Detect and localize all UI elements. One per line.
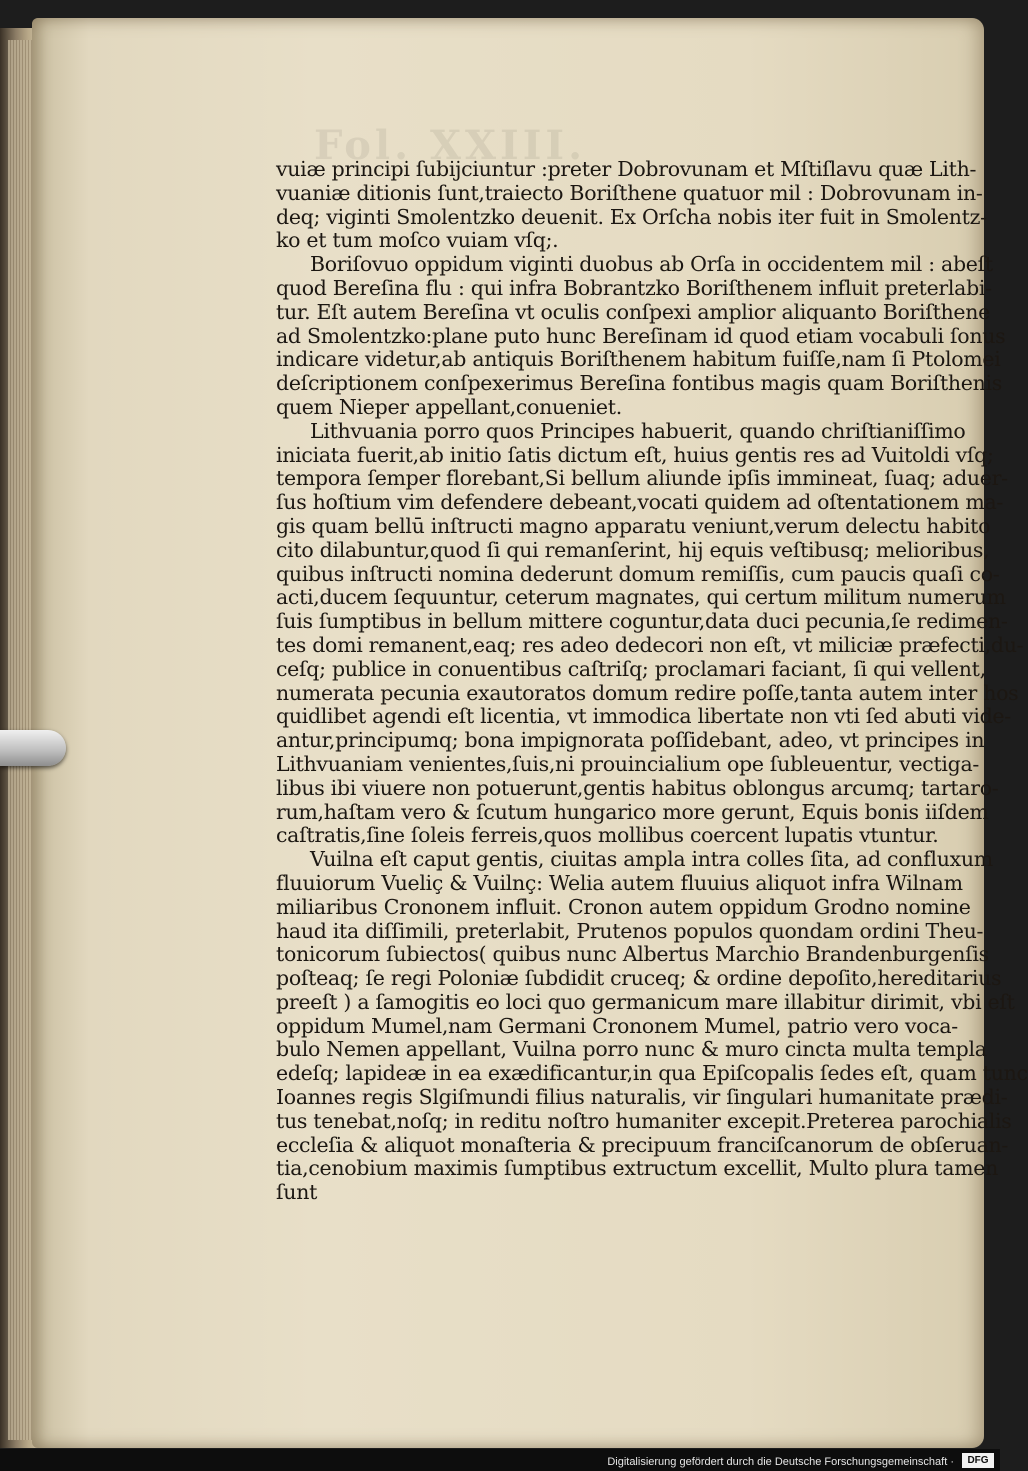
text-line: fluuiorum Vueliç & Vuilnç: Welia autem fluuius aliquot infra Wilnam bbox=[276, 870, 963, 895]
paragraph-start: Vuilna eſt caput gentis, ciuitas ampla intra colles ſita, ad confluxum bbox=[310, 847, 993, 872]
page-clip-icon bbox=[0, 730, 66, 766]
text-line: tonicorum ſubiectos( quibus nunc Albertus Marchio Brandenburgenſis bbox=[276, 942, 989, 967]
catchword bbox=[276, 1205, 941, 1229]
text-line: ceſq; publice in conuentibus caſtriſq; proclamari faciant, ſi qui vellent, bbox=[276, 656, 986, 681]
text-block bbox=[276, 157, 1028, 1229]
paragraph-start: Boriſovuo oppidum viginti duobus ab Orſa in occidentem mil : abeſt bbox=[310, 252, 993, 277]
text-line: acti,ducem ſequuntur, ceterum magnates, qui certum militum numerum bbox=[276, 585, 1006, 610]
text-line: caſtratis,ſine ſoleis ferreis,quos mollibus coercent lupatis vtuntur. bbox=[276, 823, 939, 848]
funding-credit: Digitalisierung gefördert durch die Deutsche Forschungsgemeinschaft · bbox=[607, 1456, 954, 1468]
text-line: vuiæ principi ſubijciuntur :preter Dobrovunam et Mſtiſlavu quæ Lith- bbox=[276, 157, 977, 181]
text-line: tus tenebat,noſq; in reditu noſtro humaniter excepit.Preterea parochialis bbox=[276, 1108, 1012, 1133]
text-line: vuaniæ ditionis ſunt,traiecto Boriſthene quatuor mil : Dobrovunam in- bbox=[276, 180, 983, 205]
text-line: preeſt ) a ſamogitis eo loci quo germanicum mare illabitur dirimit, vbi eſt bbox=[276, 989, 1015, 1014]
text-line: eccleſia & aliquot monaſteria & precipuum franciſcanorum de obſeruan- bbox=[276, 1132, 1009, 1157]
footer-bar bbox=[0, 1449, 1000, 1471]
text-line: oppidum Mumel,nam Germani Crononem Mumel, patrio vero voca- bbox=[276, 1013, 958, 1038]
text-line: Ioannes regis Slgiſmundi filius naturalis, vir ſingulari humanitate prædi- bbox=[276, 1085, 1008, 1110]
text-line: cito dilabuntur,quod ſi qui remanſerint, hij equis veſtibusq; melioribus, bbox=[276, 537, 990, 562]
text-line: tempora ſemper florebant,Si bellum aliunde ipſis immineat, ſuaq; aduer- bbox=[276, 466, 1008, 491]
text-line: tes domi remanent,eaq; res adeo dedecori non eſt, vt miliciæ præfecti,du- bbox=[276, 632, 1024, 657]
text-line: quod Bereſina flu : qui infra Bobrantzko Boriſthenem influit preterlabi- bbox=[276, 275, 992, 300]
paragraph-start: Lithvuania porro quos Principes habuerit, quando chriſtianiſſimo bbox=[310, 418, 966, 443]
text-line: iniciata fuerit,ab initio ſatis dictum eſt, huius gentis res ad Vuitoldi vſq; bbox=[276, 442, 994, 467]
text-line: quem Nieper appellant,conueniet. bbox=[276, 394, 622, 419]
text-line: tur. Eſt autem Bereſina vt oculis conſpexi amplior aliquanto Boriſthene bbox=[276, 299, 990, 324]
text-line: ko et tum moſco vuiam vſq;. bbox=[276, 228, 559, 253]
text-line: quibus inſtructi nomina dederunt domum remiſſis, cum paucis quaſi co- bbox=[276, 561, 1000, 586]
text-line: haud ita diſſimili, preterlabit, Prutenos populos quondam ordini Theu- bbox=[276, 918, 984, 943]
text-line: bulo Nemen appellant, Vuilna porro nunc & muro cincta multa templa bbox=[276, 1037, 987, 1062]
text-line: gis quam bellū inſtructi magno apparatu veniunt,verum delectu habito bbox=[276, 513, 991, 538]
text-line: ſus hoſtium vim defendere debeant,vocati quidem ad oſtentationem ma- bbox=[276, 490, 1004, 515]
text-line: deſcriptionem conſpexerimus Bereſina fontibus magis quam Boriſthenis bbox=[276, 371, 1003, 396]
text-line: edeſq; lapideæ in ea exædificantur,in qua Epiſcopalis ſedes eſt, quam tunc bbox=[276, 1061, 1028, 1086]
text-line: poſteaq; ſe regi Poloniæ ſubdidit cruceq; & ordine depoſito,hereditarius bbox=[276, 966, 1002, 991]
text-line: quidlibet agendi eſt licentia, vt immodica libertate non vti ſed abuti vide- bbox=[276, 704, 1011, 729]
text-line: ſuis ſumptibus in bellum mittere coguntur,data duci pecunia,ſe redimen- bbox=[276, 609, 1008, 634]
text-line: numerata pecunia exautoratos domum redire poſſe,tanta autem inter hos bbox=[276, 680, 1019, 705]
text-line: ſunt bbox=[276, 1180, 318, 1205]
folio-bleedthrough: Fol. XXIII. bbox=[314, 122, 587, 169]
text-line: miliaribus Crononem influit. Cronon autem oppidum Grodno nomine bbox=[276, 894, 971, 919]
text-line: tia,cenobium maximis ſumptibus extructum excellit, Multo plura tamen bbox=[276, 1156, 999, 1181]
text-line: Lithvuaniam venientes,ſuis,ni prouincialium ope ſubleuentur, vectiga- bbox=[276, 751, 980, 776]
text-line: antur,principumq; bona impignorata poſſidebant, adeo, vt principes in bbox=[276, 728, 985, 753]
text-line: ad Smolentzko:plane puto hunc Bereſinam id quod etiam vocabuli ſonus bbox=[276, 323, 1006, 348]
text-line: deq; viginti Smolentzko deuenit. Ex Orſcha nobis iter fuit in Smolentz- bbox=[276, 204, 987, 229]
text-line: rum,haſtam vero & ſcutum hungarico more gerunt, Equis bonis iiſdem bbox=[276, 799, 989, 824]
text-line: indicare videtur,ab antiquis Boriſthenem habitum fuiſſe,nam ſi Ptolomei bbox=[276, 347, 1001, 372]
text-line: libus ibi viuere non potuerunt,gentis habitus oblongus arcumq; tartaro- bbox=[276, 775, 999, 800]
dfg-logo: DFG bbox=[962, 1453, 994, 1468]
